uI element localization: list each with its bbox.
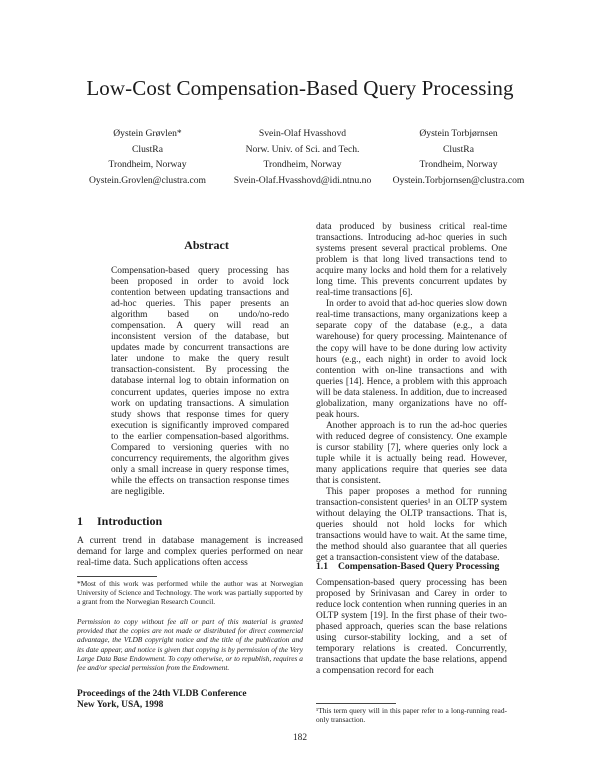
author-location: Trondheim, Norway bbox=[419, 159, 498, 170]
footnote-1 bbox=[316, 706, 507, 724]
subsection-heading bbox=[316, 561, 509, 572]
footnote-rule bbox=[316, 703, 396, 704]
footnote-text: *Most of this work was performed while the author was at Norwegian University of Science and Technology. The work was partially supported by a grant from the Norwegian Research Council. bbox=[77, 579, 303, 607]
abstract-paragraph: Compensation-based query processing has been proposed in order to avoid lock contention between updating transactions and ad-hoc queries. This paper presents an algorithm based on undo/no-redo compensation. A query will read an inconsistent version of the database, but updates made by concurrent transactions are later undone to make the query result transaction-consistent. By processing the database internal log to obtain information on concurrent updates, queries impose no extra work on updating transactions. A simulation study shows that response times for query execution is significantly improved compared to the earlier compensation-based algorithms. Compared to versioning queries with no concurrency requirements, the algorithm gives only a small increase in query response times, while the effects on transaction response times are negligible. bbox=[111, 266, 289, 497]
author-name: Øystein Grøvlen* bbox=[113, 128, 182, 139]
paragraph: Another approach is to run the ad-hoc queries with reduced degree of consistency. One example is cursor stability [7], where queries only lock a tuple while it is actually being read. However, many applications require that queries see data that is consistent. bbox=[316, 420, 507, 487]
abstract-heading: Abstract bbox=[184, 238, 229, 252]
author-block-1 bbox=[60, 126, 235, 188]
paragraph: This paper proposes a method for running transaction-consistent queries¹ in an OLTP system without delaying the OLTP transactions. That is, queries should not hold locks for which transactions would have to wait. At the same time, the method should also guarantee that all queries get a transaction-consistent view of the database. bbox=[316, 487, 507, 564]
footnote-rule bbox=[77, 576, 157, 577]
paragraph: data produced by business critical real-time transactions. Introducing ad-hoc queries in such systems present several practical problems. One problem is that long lived transactions tend to acquire many locks and hold them for a relatively long time. This prevents concurrent updates by real-time transactions [6]. bbox=[316, 222, 507, 299]
copyright-text: Permission to copy without fee all or part of this material is granted provided that the copies are not made or distributed for direct commercial advantage, the VLDB copyright notice and the title of the publication and its date appear, and notice is given that copying is by permission of the Very Large Data Base Endowment. To copy otherwise, or to republish, requires a fee and/or special permission from the Endowment. bbox=[77, 617, 303, 673]
abstract-text bbox=[111, 266, 289, 498]
right-column-top bbox=[316, 222, 507, 564]
section-number: 1 bbox=[77, 514, 83, 528]
footnote-author bbox=[77, 579, 303, 607]
section-title: Introduction bbox=[97, 514, 163, 528]
paragraph: In order to avoid that ad-hoc queries slow down real-time transactions, many organizations keep a separate copy of the database (e.g., a data warehouse) for query processing. Maintenance of the copy will have to be done during low activity hours (e.g., each night) in order to avoid lock contention with on-line transactions and with queries [14]. Hence, a problem with this approach will be data staleness. In addition, due to increased globalization, many organizations have no off-peak hours. bbox=[316, 299, 507, 420]
page-number: 182 bbox=[292, 733, 308, 743]
conference-info bbox=[77, 689, 303, 711]
author-location: Trondheim, Norway bbox=[108, 159, 187, 170]
author-location: Trondheim, Norway bbox=[263, 159, 342, 170]
subsection-number: 1.1 bbox=[316, 561, 328, 572]
author-block-3 bbox=[371, 126, 546, 188]
author-block-2 bbox=[215, 126, 390, 188]
subsection-title: Compensation-Based Query Processing bbox=[338, 561, 500, 572]
paper-title: Low-Cost Compensation-Based Query Processing bbox=[86, 76, 514, 100]
author-email: Oystein.Torbjornsen@clustra.com bbox=[392, 174, 525, 186]
conference-place: New York, USA, 1998 bbox=[77, 700, 164, 710]
section-heading-introduction bbox=[77, 514, 176, 529]
author-name: Svein-Olaf Hvasshovd bbox=[258, 128, 347, 139]
author-affiliation: ClustRa bbox=[132, 143, 163, 155]
author-email: Oystein.Grovlen@clustra.com bbox=[88, 174, 206, 186]
author-affiliation: ClustRa bbox=[443, 143, 474, 155]
author-affiliation: Norw. Univ. of Sci. and Tech. bbox=[245, 143, 360, 155]
conference-name: Proceedings of the 24th VLDB Conference bbox=[77, 689, 247, 699]
copyright-notice bbox=[77, 617, 303, 672]
intro-paragraph: A current trend in database management is increased demand for large and complex queries performed on near real-time data. Such applications often access bbox=[77, 536, 303, 569]
footnote-text: ¹This term query will in this paper refer to a long-running read-only transaction. bbox=[316, 706, 507, 725]
intro-text bbox=[77, 536, 303, 569]
author-name: Øystein Torbjørnsen bbox=[419, 128, 498, 139]
right-column-bottom bbox=[316, 578, 507, 677]
paragraph: Compensation-based query processing has been proposed by Srinivasan and Carey in order to reduce lock contention when running queries in an OLTP system [19]. In the first phase of their two-phased approach, queries scan the base relations using cursor-stability locking, and a set of temporary relations is created. Concurrently, transactions that update the base relations, append a compensation record for each bbox=[316, 578, 507, 677]
author-email: Svein-Olaf.Hvasshovd@idi.ntnu.no bbox=[233, 174, 372, 186]
